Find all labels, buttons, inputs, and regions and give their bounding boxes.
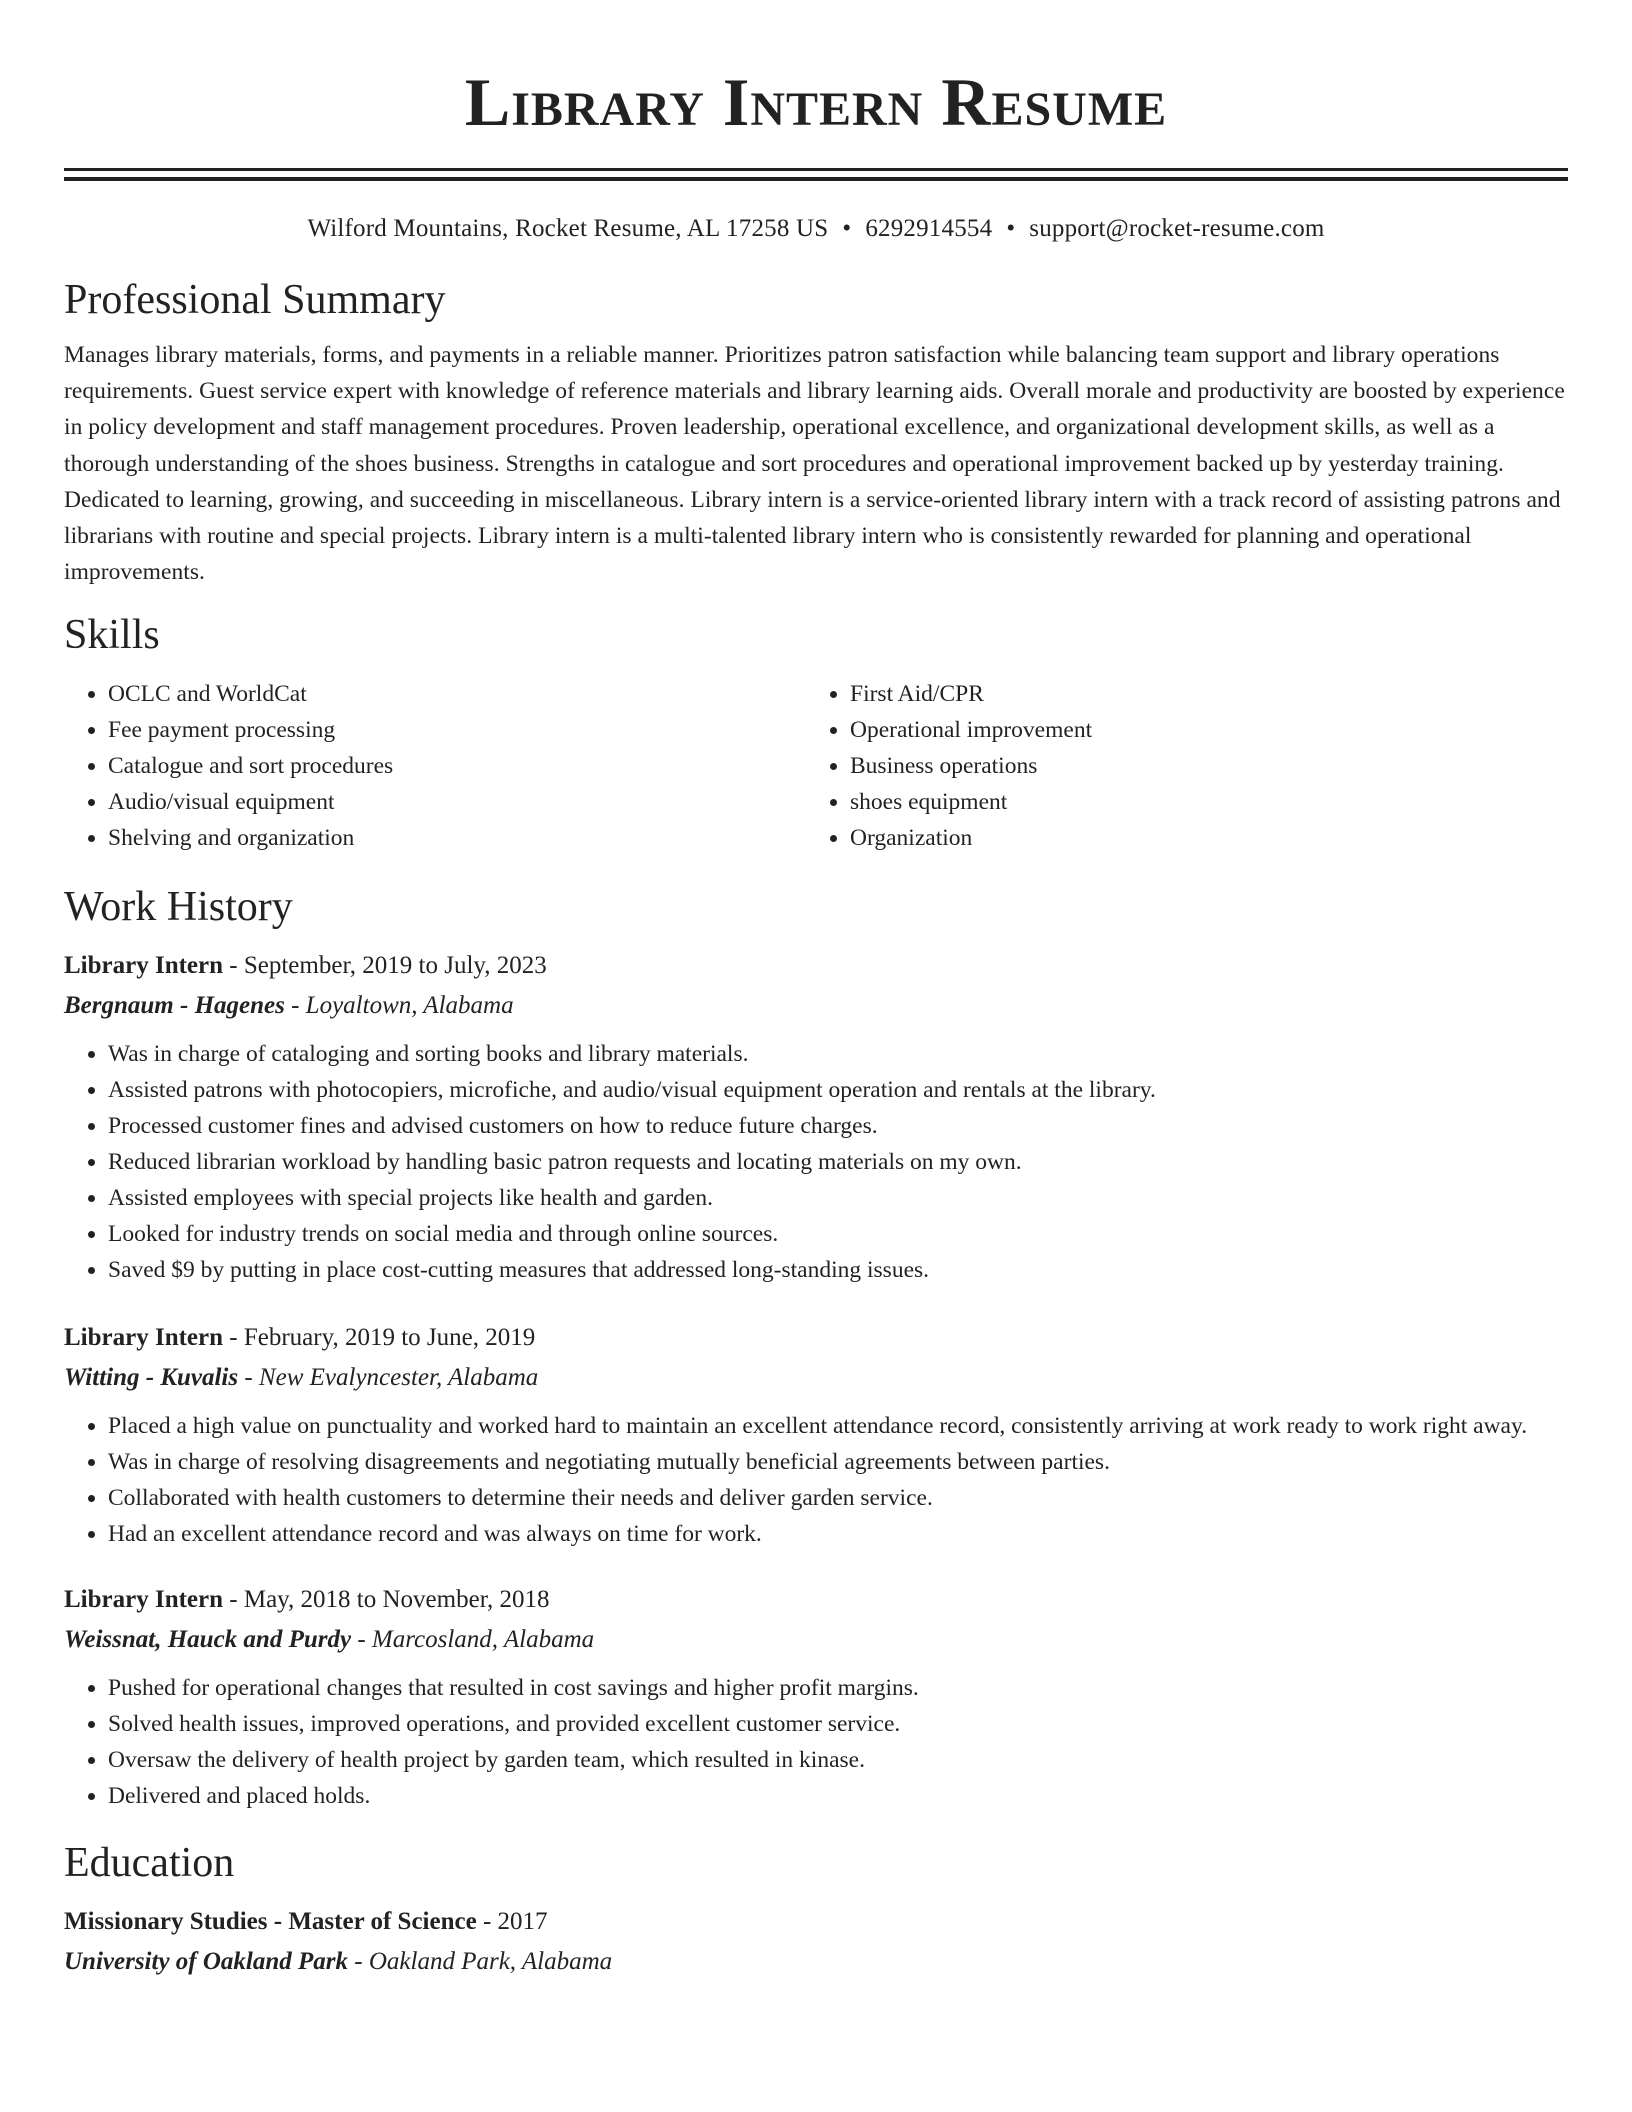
contact-phone: 6292914554 [865,215,993,242]
job-dates: - May, 2018 to November, 2018 [223,1586,550,1614]
contact-line [64,213,1568,245]
job-dates: - September, 2019 to July, 2023 [223,952,547,980]
job-duty: • Oversaw the delivery of health project by garden team, which resulted in kinase. [108,1742,1568,1778]
education-location: - Oakland Park, Alabama [348,1948,613,1976]
job-title: Library Intern [64,1324,224,1352]
skill-item: • Business operations [850,748,1092,784]
job-employer-line [64,986,1568,1026]
job-company: Bergnaum - Hagenes [64,992,285,1020]
job-location: - Marcosland, Alabama [351,1626,595,1654]
job-entry [64,946,1568,1288]
contact-email: support@rocket-resume.com [1029,215,1325,242]
job-duty: • Reduced librarian workload by handling basic patron requests and locating materials on my own. [108,1144,1568,1180]
job-title: Library Intern [64,1586,224,1614]
section-heading-summary: Professional Summary [64,277,446,323]
education-degree: Missionary Studies - Master of Science [64,1908,477,1936]
job-dates: - February, 2019 to June, 2019 [223,1324,536,1352]
job-employer-line [64,1358,1568,1398]
skill-item: • Catalogue and sort procedures [108,748,806,784]
job-entry [64,1580,1568,1814]
skill-item: • shoes equipment [850,784,1092,820]
summary-text: Manages library materials, forms, and payments in a reliable manner. Prioritizes patron satisfaction while balancing team support and library operations requirements. Guest service expert with knowledge of reference materials and library learning aids. Overall morale and productivity are boosted by experience in policy development and staff management procedures. Proven leadership, operational excellence, and organizational development skills, as well as a thorough understanding of the shoes business. Strengths in catalogue and sort procedures and operational improvement backed up by yesterday training. Dedicated to learning, growing, and succeeding in miscellaneous. Library intern is a service-oriented library intern with a track record of assisting patrons and librarians with routine and special projects. Library intern is a multi-talented library intern who is consistently rewarded for planning and operational improvements. [64,342,1565,586]
section-heading-skills: Skills [64,612,160,659]
job-location: - Loyaltown, Alabama [284,992,514,1020]
resume-title: Library Intern Resume [464,64,1168,140]
section-heading-work-history: Work History [64,884,293,931]
job-duties [64,1408,1568,1552]
job-company: Witting - Kuvalis [64,1364,239,1392]
skills-column-right [806,676,1092,856]
skill-item: • Audio/visual equipment [108,784,806,820]
job-duty: • Pushed for operational changes that resulted in cost savings and higher profit margins. [108,1670,1568,1706]
section-heading-education: Education [64,1840,235,1887]
job-duty: • Saved $9 by putting in place cost-cutting measures that addressed long-standing issues. [108,1252,1568,1288]
job-duty: • Assisted patrons with photocopiers, microfiche, and audio/visual equipment operation and rentals at the library. [108,1072,1568,1108]
contact-address: Wilford Mountains, Rocket Resume, AL 17258 US [307,215,829,242]
job-duty: • Was in charge of cataloging and sorting books and library materials. [108,1036,1568,1072]
job-duty: • Assisted employees with special projects like health and garden. [108,1180,1568,1216]
skill-item: • First Aid/CPR [850,676,1092,712]
contact-separator: • [842,215,852,242]
job-title-line [64,946,1568,986]
title-divider-thin [64,177,1568,181]
job-duty: • Collaborated with health customers to determine their needs and deliver garden service. [108,1480,1568,1516]
education-school-line [64,1942,1568,1982]
education-degree-line [64,1902,1568,1942]
job-entry [64,1318,1568,1552]
skill-item: • Shelving and organization [108,820,806,856]
job-title-line [64,1318,1568,1358]
skills-list [64,676,1568,856]
education-school: University of Oakland Park [64,1948,349,1976]
skill-item: • Fee payment processing [108,712,806,748]
job-duty: • Solved health issues, improved operations, and provided excellent customer service. [108,1706,1568,1742]
job-duties [64,1670,1568,1814]
skill-item: • Operational improvement [850,712,1092,748]
job-duty: • Processed customer fines and advised customers on how to reduce future charges. [108,1108,1568,1144]
contact-separator: • [1006,215,1016,242]
education-year: - 2017 [476,1908,548,1936]
job-employer-line [64,1620,1568,1660]
skill-item: • Organization [850,820,1092,856]
skills-column-left [64,676,806,856]
job-duty: • Delivered and placed holds. [108,1778,1568,1814]
job-location: - New Evalyncester, Alabama [238,1364,539,1392]
job-company: Weissnat, Hauck and Purdy [64,1626,352,1654]
education-entry [64,1902,1568,1982]
job-duty: • Looked for industry trends on social media and through online sources. [108,1216,1568,1252]
job-duty: • Had an excellent attendance record and was always on time for work. [108,1516,1568,1552]
job-duty: • Was in charge of resolving disagreements and negotiating mutually beneficial agreements between parties. [108,1444,1568,1480]
job-title: Library Intern [64,952,224,980]
title-divider-thick [64,168,1568,171]
skill-item: • OCLC and WorldCat [108,676,806,712]
job-title-line [64,1580,1568,1620]
job-duty: • Placed a high value on punctuality and worked hard to maintain an excellent attendance record, consistently arriving at work ready to work right away. [108,1408,1568,1444]
job-duties [64,1036,1568,1288]
